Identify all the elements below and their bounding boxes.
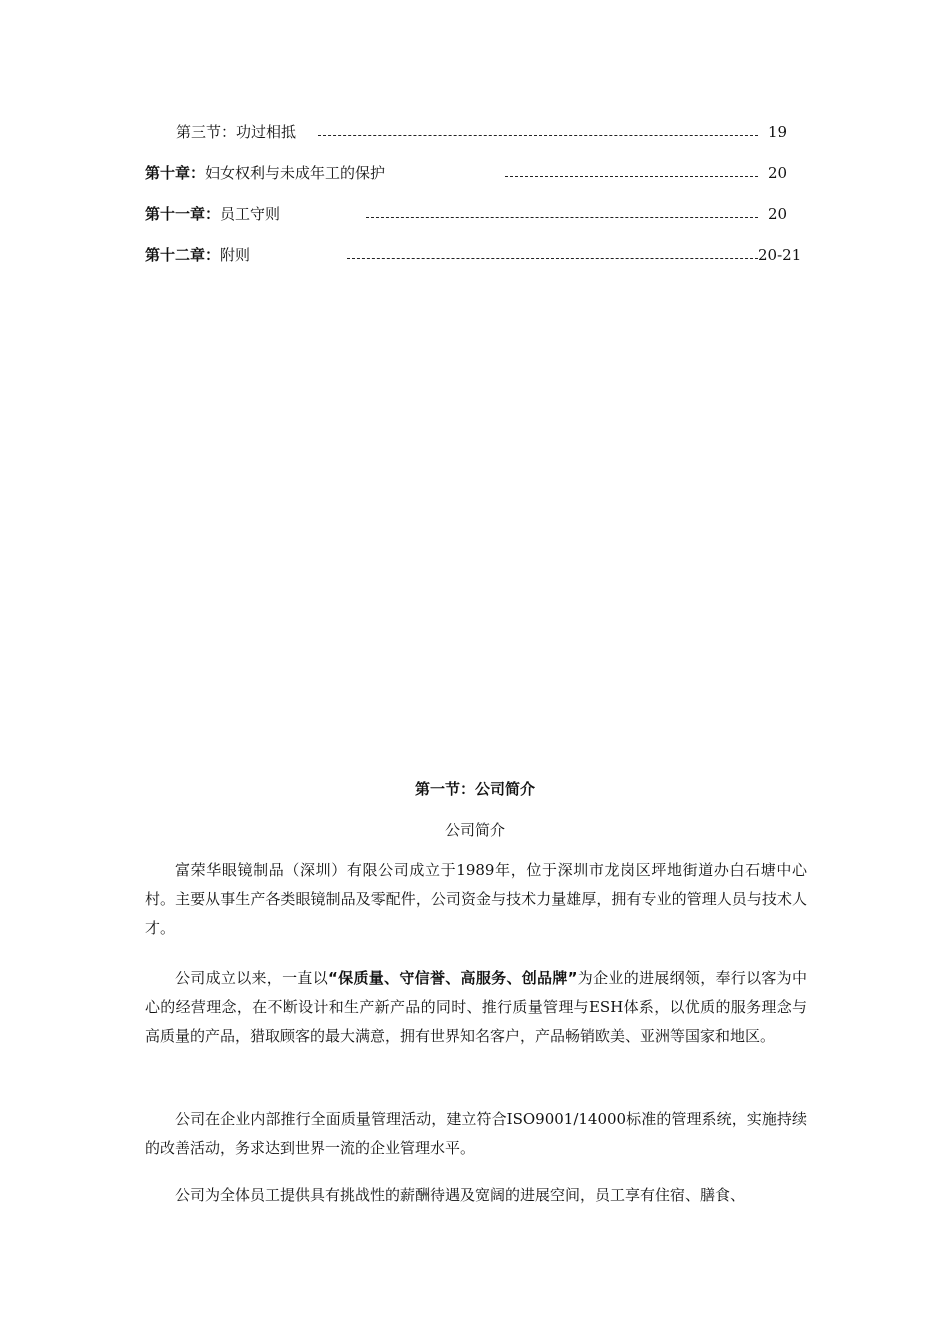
toc-entry-page: 20	[768, 164, 788, 182]
body-paragraph: 公司为全体员工提供具有挑战性的薪酬待遇及宽阔的进展空间，员工享有住宿、膳食、	[175, 1186, 746, 1204]
body-paragraph: 公司成立以来，一直以“保质量、守信誉、高服务、创品牌”为企业的进展纲领，奉行以客为中心的经营理念，在不断设计和生产新产品的同时、推行质量管理与ESH体系，以优质的服务理念与高质量的产品，猎取顾客的最大满意，拥有世界知名客户，产品畅销欧美、亚洲等国家和地区。	[145, 969, 807, 1045]
toc-leader-dots	[505, 176, 758, 177]
toc-entry-prefix: 第十章：	[145, 164, 206, 182]
section-subtitle: 公司简介	[444, 821, 505, 839]
toc-entry-page: 20	[768, 205, 788, 223]
toc-entry-page: 19	[768, 123, 788, 141]
toc-leader-dots	[347, 258, 758, 259]
body-paragraph: 富荣华眼镜制品（深圳）有限公司成立于1989年，位于深圳市龙岗区坪地街道办白石塘中心村。主要从事生产各类眼镜制品及零配件，公司资金与技术力量雄厚，拥有专业的管理人员与技术人才。	[145, 861, 807, 937]
section-heading: 第一节：公司简介	[414, 780, 535, 798]
toc-entry-title: 员工守则	[220, 205, 281, 223]
toc-entry	[0, 243, 950, 267]
toc-entry	[0, 202, 950, 226]
body-paragraph: 公司在企业内部推行全面质量管理活动，建立符合ISO9001/14000标准的管理系统，实施持续的改善活动，务求达到世界一流的企业管理水平。	[145, 1110, 807, 1157]
toc-leader-dots	[318, 135, 758, 136]
toc-entry-title: 妇女权利与未成年工的保护	[205, 164, 386, 182]
toc-entry-prefix: 第十二章：	[145, 246, 221, 264]
toc-entry	[0, 161, 950, 185]
toc-entry-title: 附则	[220, 246, 251, 264]
toc-entry-title: 第三节：功过相抵	[176, 123, 297, 141]
toc-entry-prefix: 第十一章：	[145, 205, 221, 223]
toc-leader-dots	[366, 217, 758, 218]
toc-entry	[0, 120, 950, 144]
motto-emphasis: “保质量、守信誉、高服务、创品牌”	[328, 969, 578, 987]
toc-entry-page: 20-21	[758, 246, 802, 264]
